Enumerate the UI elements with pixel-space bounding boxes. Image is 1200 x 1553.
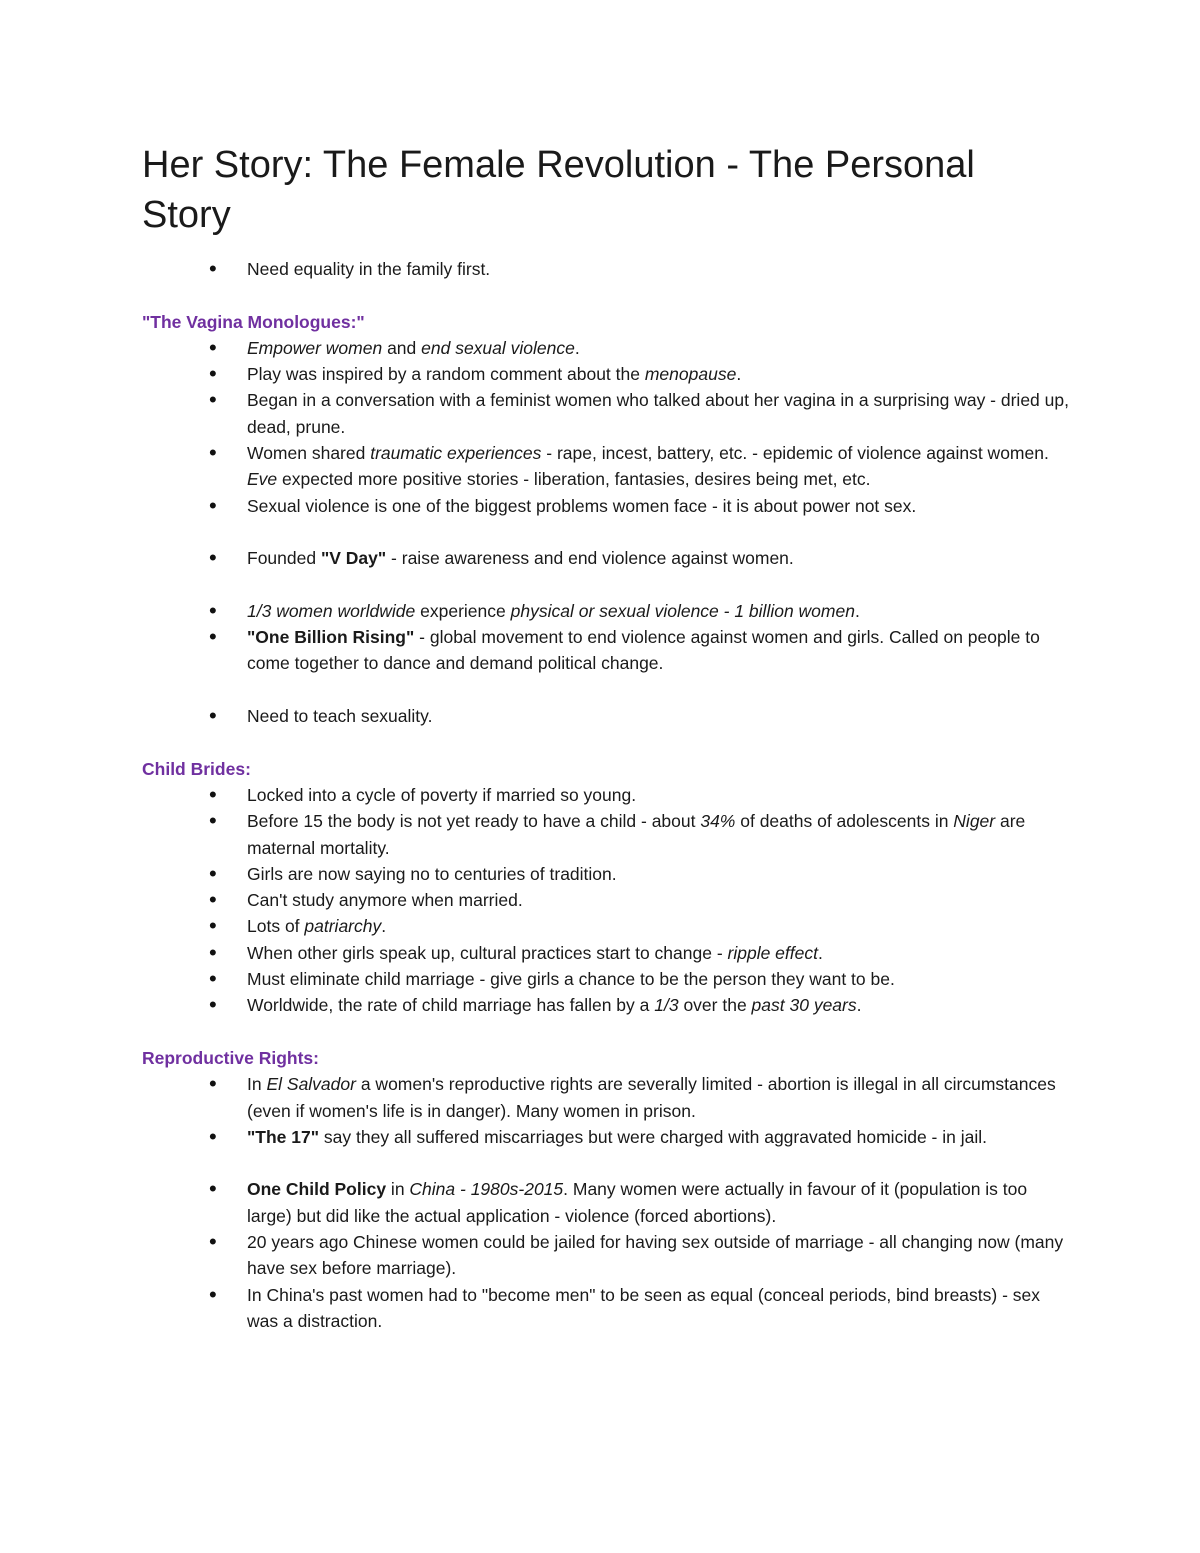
vagina-monologues-list-3 (142, 598, 1072, 677)
list-item: • Girls are now saying no to centuries of tradition. (142, 861, 1072, 887)
intro-list (142, 256, 1072, 282)
list-item: • Founded "V Day" - raise awareness and end violence against women. (142, 545, 1072, 571)
list-item: • Must eliminate child marriage - give girls a chance to be the person they want to be. (142, 966, 1072, 992)
list-item: • In El Salvador a women's reproductive rights are severally limited - abortion is illegal in all circumstances (even if women's life is in danger). Many women in prison. (142, 1071, 1072, 1124)
list-item: • Women shared traumatic experiences - rape, incest, battery, etc. - epidemic of violence against women. Eve expected more positive stories - liberation, fantasies, desires being met, etc. (142, 440, 1072, 493)
vagina-monologues-list (142, 335, 1072, 519)
list-item: • Sexual violence is one of the biggest problems women face - it is about power not sex. (142, 493, 1072, 519)
list-item: • "One Billion Rising" - global movement to end violence against women and girls. Called on people to come together to dance and demand political change. (142, 624, 1072, 677)
spacer (142, 1150, 1072, 1176)
spacer (142, 572, 1072, 598)
list-item: • In China's past women had to "become men" to be seen as equal (conceal periods, bind breasts) - sex was a distraction. (142, 1282, 1072, 1335)
list-item: • Need equality in the family first. (142, 256, 1072, 282)
section-heading-child-brides: Child Brides: (142, 758, 251, 779)
list-item: • Play was inspired by a random comment about the menopause. (142, 361, 1072, 387)
child-brides-list (142, 782, 1072, 1019)
list-item: • Before 15 the body is not yet ready to have a child - about 34% of deaths of adolescents in Niger are maternal mortality. (142, 808, 1072, 861)
list-item: • Lots of patriarchy. (142, 913, 1072, 939)
section-heading-reproductive-rights: Reproductive Rights: (142, 1047, 319, 1068)
list-item: • When other girls speak up, cultural practices start to change - ripple effect. (142, 940, 1072, 966)
list-item: • 1/3 women worldwide experience physical or sexual violence - 1 billion women. (142, 598, 1072, 624)
document-body (142, 256, 1072, 1334)
list-item: • Need to teach sexuality. (142, 703, 1072, 729)
document-title: Her Story: The Female Revolution - The Personal Story (142, 144, 975, 236)
list-item: • Began in a conversation with a feminist women who talked about her vagina in a surprising way - dried up, dead, prune. (142, 387, 1072, 440)
list-item: • Can't study anymore when married. (142, 887, 1072, 913)
list-item: • Empower women and end sexual violence. (142, 335, 1072, 361)
list-item: • 20 years ago Chinese women could be jailed for having sex outside of marriage - all changing now (many have sex before marriage). (142, 1229, 1072, 1282)
list-item: • Locked into a cycle of poverty if married so young. (142, 782, 1072, 808)
reproductive-rights-list-2 (142, 1176, 1072, 1334)
spacer (142, 519, 1072, 545)
vagina-monologues-list-4 (142, 703, 1072, 729)
list-item: • Worldwide, the rate of child marriage has fallen by a 1/3 over the past 30 years. (142, 992, 1072, 1018)
section-heading-vagina-monologues: "The Vagina Monologues:" (142, 311, 365, 332)
vagina-monologues-list-2 (142, 545, 1072, 571)
list-item: • One Child Policy in China - 1980s-2015. Many women were actually in favour of it (population is too large) but did like the actual application - violence (forced abortions). (142, 1176, 1072, 1229)
reproductive-rights-list (142, 1071, 1072, 1150)
list-item: • "The 17" say they all suffered miscarriages but were charged with aggravated homicide - in jail. (142, 1124, 1072, 1150)
spacer (142, 677, 1072, 703)
